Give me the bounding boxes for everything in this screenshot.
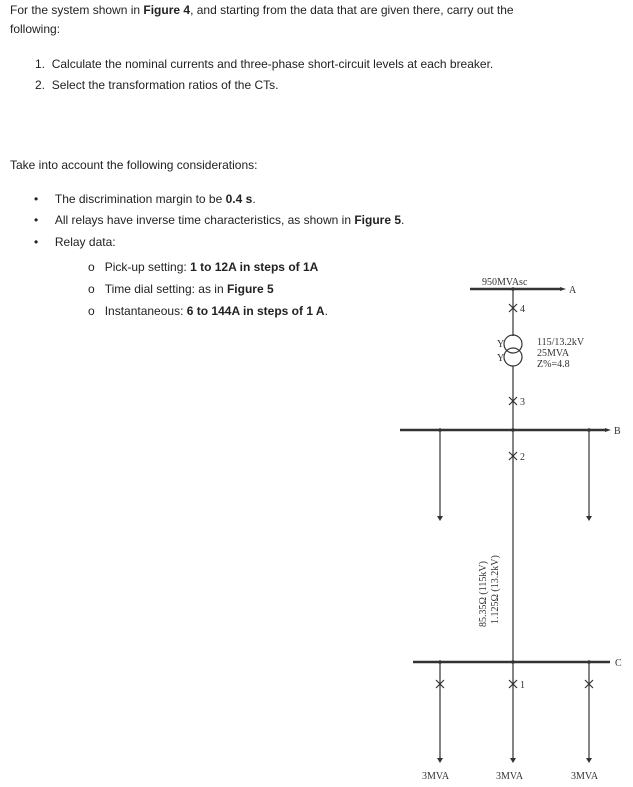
bus-c-label: C xyxy=(615,658,622,669)
bullet-1: • The discrimination margin to be 0.4 s. xyxy=(34,192,256,206)
transformer-rating: 25MVA xyxy=(537,348,570,359)
winding-2-label: Y xyxy=(497,353,505,364)
transformer-voltage: 115/13.2kV xyxy=(537,337,585,348)
load-2-label: 3MVA xyxy=(496,771,524,782)
breaker-4-label: 4 xyxy=(520,304,525,315)
line-impedance-115kv: 85.35Ω (115kV) xyxy=(478,561,489,627)
intro-line-2: following: xyxy=(10,22,61,36)
bus-a-label: A xyxy=(569,285,577,296)
source-label: 950MVAsc xyxy=(482,277,528,288)
breaker-1-label: 1 xyxy=(520,680,525,691)
breaker-2-label: 2 xyxy=(520,452,525,463)
sub-bullet-3: o Instantaneous: 6 to 144A in steps of 1 A. xyxy=(88,304,328,318)
load-1-label: 3MVA xyxy=(422,771,450,782)
task-2: 2. Select the transformation ratios of the CTs. xyxy=(35,78,279,92)
sub-bullet-2: o Time dial setting: as in Figure 5 xyxy=(88,282,274,296)
sub-bullet-1: o Pick-up setting: 1 to 12A in steps of 1A xyxy=(88,260,319,274)
bus-b-label: B xyxy=(614,426,621,437)
bullet-3: • Relay data: xyxy=(34,235,116,249)
intro-line-1: For the system shown in Figure 4, and starting from the data that are given there, carry out the xyxy=(10,3,514,17)
task-1: 1. Calculate the nominal currents and three-phase short-circuit levels at each breaker. xyxy=(35,57,494,71)
transformer-impedance: Z%=4.8 xyxy=(537,359,570,370)
breaker-3-label: 3 xyxy=(520,397,525,408)
transformer-winding-2 xyxy=(504,348,522,366)
considerations-heading: Take into account the following considerations: xyxy=(10,158,258,172)
winding-1-label: Y xyxy=(497,339,505,350)
bullet-2: • All relays have inverse time characteristics, as shown in Figure 5. xyxy=(34,213,405,227)
load-3-label: 3MVA xyxy=(571,771,599,782)
line-impedance-13kv: 1.125Ω (13.2kV) xyxy=(490,555,501,624)
